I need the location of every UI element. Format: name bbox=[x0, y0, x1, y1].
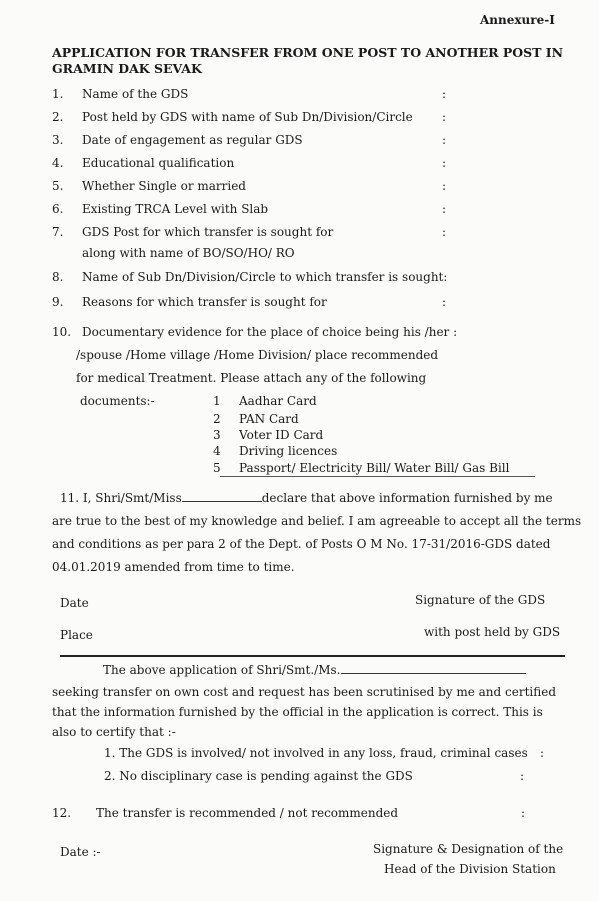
field-marital-status: 5. Whether Single or married bbox=[52, 179, 246, 193]
field-education: 4. Educational qualification bbox=[52, 156, 235, 170]
hod-signature-label: Signature & Designation of the bbox=[373, 842, 564, 856]
document-option: 2 PAN Card bbox=[213, 412, 299, 426]
field-division-sought: 8. Name of Sub Dn/Division/Circle to which transfer is sought: bbox=[52, 270, 448, 284]
official-name-blank bbox=[341, 673, 526, 674]
colon: : bbox=[521, 806, 526, 820]
scrutiny-line1: The above application of Shri/Smt./Ms. bbox=[103, 663, 526, 677]
declaration-line3: and conditions as per para 2 of the Dept. of Posts O M No. 17-31/2016-GDS dated bbox=[52, 537, 551, 551]
document-option: 1 Aadhar Card bbox=[213, 394, 317, 408]
item-12-recommendation: 12. The transfer is recommended / not recommended bbox=[52, 806, 399, 820]
declaration-line2: are true to the best of my knowledge and belief. I am agreeable to accept all the terms bbox=[52, 514, 582, 528]
colon: : bbox=[442, 179, 447, 193]
document-underline bbox=[220, 476, 535, 477]
date-label: Date bbox=[60, 596, 89, 610]
colon: : bbox=[442, 133, 447, 147]
scrutiny-line3: that the information furnished by the official in the application is correct. This is bbox=[52, 705, 543, 719]
field-date-engagement: 3. Date of engagement as regular GDS bbox=[52, 133, 303, 147]
item-10-line2: /spouse /Home village /Home Division/ place recommended bbox=[76, 348, 439, 362]
gds-signature-label: Signature of the GDS bbox=[415, 593, 546, 607]
document-option: 3 Voter ID Card bbox=[213, 428, 324, 442]
annexure-label: Annexure-I bbox=[480, 13, 555, 27]
form-title bbox=[52, 45, 563, 77]
colon: : bbox=[442, 156, 447, 170]
title-line-1: APPLICATION FOR TRANSFER FROM ONE POST TO ANOTHER POST IN bbox=[52, 45, 564, 60]
name-blank bbox=[182, 501, 262, 502]
footer-date-label: Date :- bbox=[60, 845, 101, 859]
item-10-line3: for medical Treatment. Please attach any of the following bbox=[76, 371, 427, 385]
certify-point-2: 2. No disciplinary case is pending against the GDS bbox=[104, 769, 413, 783]
declaration-line1: 11. I, Shri/Smt/Miss declare that above information furnished by me bbox=[60, 491, 553, 505]
field-gds-name: 1. Name of the GDS bbox=[52, 87, 189, 101]
hod-station-label: Head of the Division Station bbox=[384, 862, 556, 876]
field-post-sought-cont: along with name of BO/SO/HO/ RO bbox=[82, 246, 295, 260]
colon: : bbox=[442, 225, 447, 239]
section-divider bbox=[60, 655, 565, 657]
colon: : bbox=[442, 295, 447, 309]
colon: : bbox=[442, 202, 447, 216]
gds-post-label: with post held by GDS bbox=[424, 625, 561, 639]
place-label: Place bbox=[60, 628, 93, 642]
colon: : bbox=[442, 110, 447, 124]
item-10-line1: 10. Documentary evidence for the place of choice being his /her : bbox=[52, 325, 458, 339]
certify-point-1: 1. The GDS is involved/ not involved in any loss, fraud, criminal cases bbox=[104, 746, 528, 760]
scrutiny-line4: also to certify that :- bbox=[52, 725, 176, 739]
document-option: 4 Driving licences bbox=[213, 444, 338, 458]
title-line-2: GRAMIN DAK SEVAK bbox=[52, 61, 202, 76]
colon: : bbox=[540, 746, 545, 760]
colon: : bbox=[442, 87, 447, 101]
field-post-sought: 7. GDS Post for which transfer is sought for bbox=[52, 225, 334, 239]
field-trca-level: 6. Existing TRCA Level with Slab bbox=[52, 202, 269, 216]
item-10-line4: documents:- bbox=[80, 394, 155, 408]
scrutiny-line2: seeking transfer on own cost and request has been scrutinised by me and certified bbox=[52, 685, 557, 699]
field-post-held: 2. Post held by GDS with name of Sub Dn/Division/Circle bbox=[52, 110, 413, 124]
field-reasons: 9. Reasons for which transfer is sought for bbox=[52, 295, 327, 309]
declaration-line4: 04.01.2019 amended from time to time. bbox=[52, 560, 295, 574]
colon: : bbox=[520, 769, 525, 783]
document-option: 5 Passport/ Electricity Bill/ Water Bill/ Gas Bill bbox=[213, 461, 510, 475]
